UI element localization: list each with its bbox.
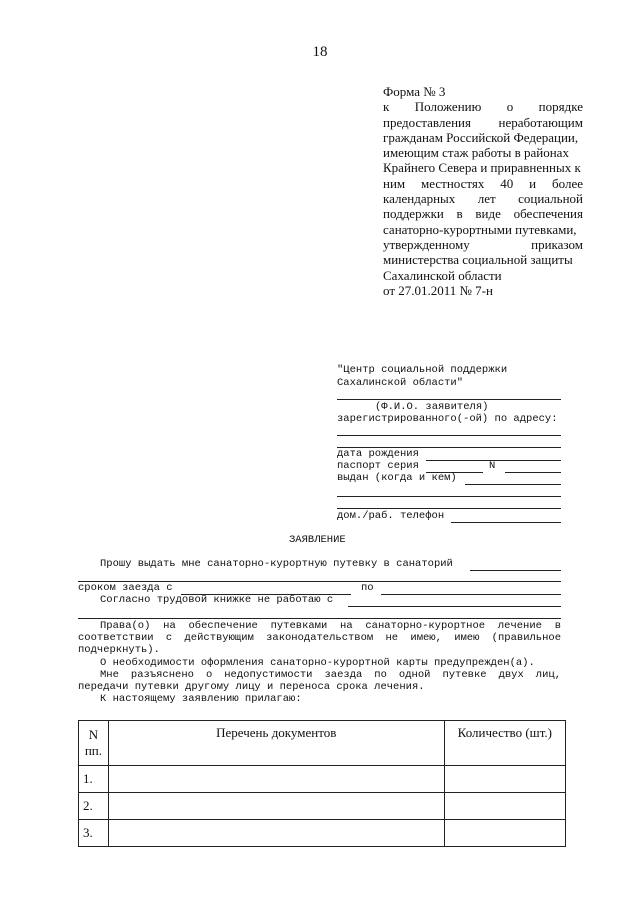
address-field-1[interactable]	[337, 435, 561, 436]
not-working-label: Согласно трудовой книжке не работаю с	[100, 594, 334, 606]
addressee-org-line1: "Центр социальной поддержки	[337, 364, 508, 376]
header-pp: пп.	[84, 743, 103, 758]
table-row	[79, 793, 566, 820]
document-qty-cell[interactable]	[444, 793, 565, 820]
table-row	[79, 766, 566, 793]
registered-label: зарегистрированного(-ой) по адресу:	[337, 413, 558, 425]
issued-by-label: выдан (когда и кем)	[337, 472, 457, 484]
passport-number-field[interactable]	[505, 472, 561, 473]
document-name-cell[interactable]	[108, 793, 444, 820]
phone-label: дом./раб. телефон	[337, 510, 445, 522]
fio-caption: (Ф.И.О. заявителя)	[375, 401, 489, 413]
form-ref-line: гражданам Российской Федерации,	[383, 129, 579, 145]
form-ref-line: Сахалинской области	[383, 267, 502, 283]
application-title: ЗАЯВЛЕНИЕ	[289, 534, 346, 546]
birth-date-label: дата рождения	[337, 448, 419, 460]
documents-table	[78, 720, 566, 847]
form-ref-line: к Положению о порядке	[383, 99, 583, 115]
document-qty-cell[interactable]	[444, 820, 565, 847]
rights-line3: подчеркнуть).	[78, 644, 160, 656]
arrival-from-label: сроком заезда с	[78, 582, 173, 594]
document-name-cell[interactable]	[108, 766, 444, 793]
header-document-list: Перечень документов	[108, 721, 444, 766]
header-n: N	[88, 727, 99, 742]
sanatorium-field[interactable]	[470, 570, 561, 571]
table-row	[79, 820, 566, 847]
page-number: 18	[312, 44, 328, 60]
issued-by-field-3[interactable]	[337, 508, 561, 509]
attach-text: К настоящему заявлению прилагаю:	[100, 693, 302, 705]
addressee-org-line2: Сахалинской области"	[337, 377, 464, 389]
document-name-cell[interactable]	[108, 820, 444, 847]
explained-line1: Мне разъяснено о недопустимости заезда по одной путевке двух лиц,	[100, 669, 561, 681]
row-number: 3.	[79, 820, 109, 847]
form-ref-line: имеющим стаж работы в районах	[383, 145, 569, 161]
passport-series-label: паспорт серия	[337, 460, 419, 472]
fio-field[interactable]	[337, 399, 561, 400]
issued-by-field-1[interactable]	[465, 484, 561, 485]
explained-line2: передачи путевки другому лицу и переноса срока лечения.	[78, 681, 425, 693]
header-number	[79, 721, 109, 766]
form-ref-line: календарных лет социальной	[383, 191, 583, 207]
row-number: 1.	[79, 766, 109, 793]
form-reference	[383, 84, 583, 298]
arrival-to-label: по	[361, 582, 374, 594]
form-ref-line: Форма № 3	[383, 84, 446, 99]
form-ref-line: Крайнего Севера и приравненных к	[383, 160, 581, 176]
form-ref-line: санаторно-курортными путевками,	[383, 221, 577, 237]
form-ref-line: от 27.01.2011 № 7-н	[383, 282, 493, 298]
form-ref-line: ним местностях 40 и более	[383, 175, 583, 191]
row-number: 2.	[79, 793, 109, 820]
table-header-row	[79, 721, 566, 766]
form-ref-line: министерства социальной защиты	[383, 252, 573, 268]
phone-field[interactable]	[451, 522, 561, 523]
warned-text: О необходимости оформления санаторно-курортной карты предупрежден(а).	[100, 657, 535, 669]
form-ref-line: утвержденному приказом	[383, 236, 583, 252]
arrival-to-field[interactable]	[381, 594, 561, 595]
rights-line2: соответствии с действующим законодательством не имею, имею (правильное	[78, 632, 561, 644]
passport-number-sign: N	[489, 460, 496, 472]
rights-line1: Права(о) на обеспечение путевками на санаторно-курортное лечение в	[100, 620, 561, 632]
document-qty-cell[interactable]	[444, 766, 565, 793]
request-text: Прошу выдать мне санаторно-курортную путевку в санаторий	[100, 558, 453, 570]
header-quantity: Количество (шт.)	[444, 721, 565, 766]
not-working-field-2[interactable]	[78, 618, 561, 619]
form-ref-line: предоставления неработающим	[383, 114, 583, 130]
issued-by-field-2[interactable]	[337, 496, 561, 497]
not-working-field[interactable]	[348, 606, 561, 607]
form-ref-line: поддержки в виде обеспечения	[383, 206, 583, 222]
